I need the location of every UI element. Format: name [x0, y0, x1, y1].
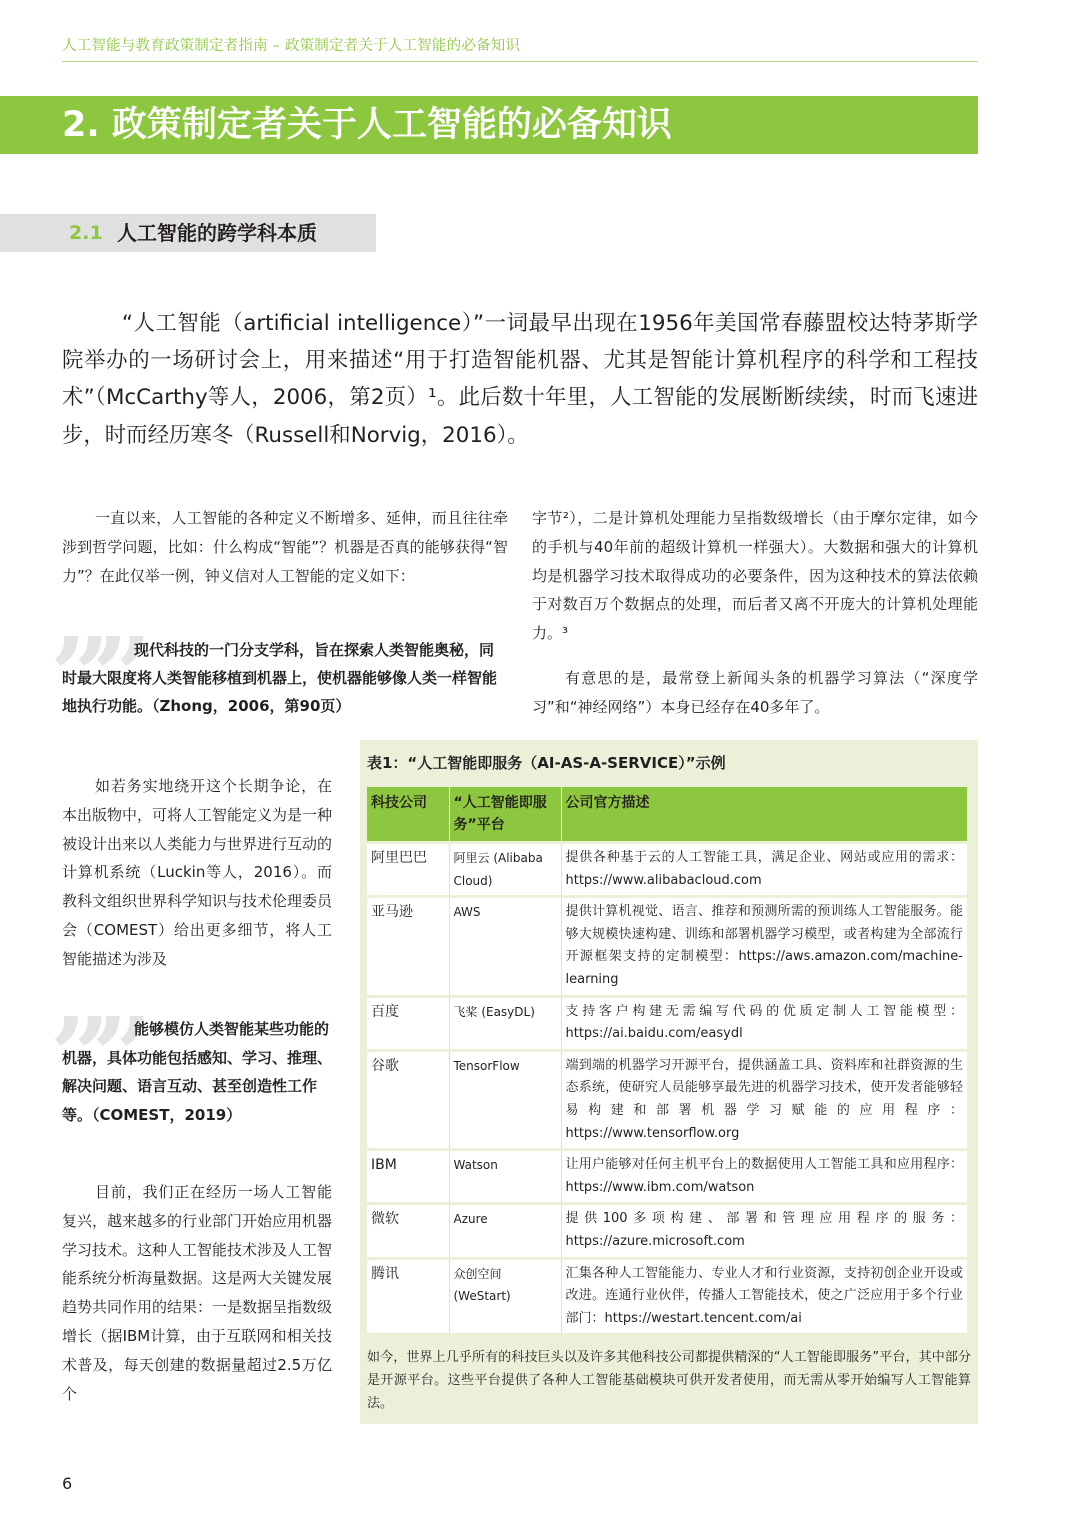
- intro-paragraph: “人工智能（artificial intelligence）”一词最早出现在1956年美国常春藤盟校达特茅斯学院举办的一场研讨会上，用来描述“用于打造智能机器、尤其是智能计算机程序的科学和工程技术”（McCarthy等人，2006，第2页）¹。此后数十年里，人工智能的发展断断续续，时而飞速进步，时而经历寒冬（Russell和Norvig，2016）。: [62, 311, 978, 448]
- left-column-paragraph-1: [62, 504, 508, 590]
- table-row: [367, 1204, 967, 1258]
- column-header-description: 公司官方描述: [561, 787, 967, 843]
- quote-mark-icon: ””: [50, 614, 134, 737]
- company-cell: IBM: [367, 1150, 449, 1204]
- description-cell: 提供计算机视觉、语言、推荐和预测所需的预训练人工智能服务。能够大规模快速构建、训练和部署机器学习模型，或者构建为全部流行开源框架支持的定制模型：https://aws.amazon.com/machine-learning: [561, 897, 967, 996]
- paragraph-text: 一直以来，人工智能的各种定义不断增多、延伸，而且往往牵涉到哲学问题，比如：什么构成“智能”？机器是否真的能够获得“智力”？在此仅举一例，钟义信对人工智能的定义如下：: [62, 509, 508, 585]
- description-cell: 提供各种基于云的人工智能工具，满足企业、网站或应用的需求：https://www.alibabacloud.com: [561, 843, 967, 897]
- page-number: 6: [62, 1474, 73, 1493]
- platform-cell: Watson: [449, 1150, 561, 1204]
- platform-cell: 阿里云 (Alibaba Cloud): [449, 843, 561, 897]
- description-cell: 让用户能够对任何主机平台上的数据使用人工智能工具和应用程序：https://www.ibm.com/watson: [561, 1150, 967, 1204]
- pull-quote-zhong: 现代科技的一门分支学科，旨在探索人类智能奥秘，同时最大限度将人类智能移植到机器上，使机器能够像人类一样智能地执行功能。（Zhong，2006，第90页）: [62, 641, 498, 716]
- right-column-paragraph-2: [532, 664, 978, 722]
- table-row: [367, 1258, 967, 1333]
- running-header: 人工智能与教育政策制定者指南 – 政策制定者关于人工智能的必备知识: [62, 38, 521, 54]
- description-cell: 提供100多项构建、部署和管理应用程序的服务：https://azure.microsoft.com: [561, 1204, 967, 1258]
- company-cell: 阿里巴巴: [367, 843, 449, 897]
- platform-cell: 众创空间 (WeStart): [449, 1258, 561, 1333]
- column-header-platform: “人工智能即服务”平台: [449, 787, 561, 843]
- table-row: [367, 1150, 967, 1204]
- company-cell: 腾讯: [367, 1258, 449, 1333]
- pull-quote-comest: 能够模仿人类智能某些功能的机器，具体功能包括感知、学习、推理、解决问题、语言互动、甚至创造性工作等。（COMEST，2019）: [62, 1020, 333, 1124]
- table-row: [367, 1050, 967, 1149]
- quote-mark-icon: ””: [50, 994, 134, 1117]
- right-column-paragraph-1: [532, 504, 978, 648]
- ai-as-a-service-table: [367, 787, 967, 1333]
- section-number: 2.1: [69, 222, 103, 244]
- description-cell: 支持客户构建无需编写代码的优质定制人工智能模型：https://ai.baidu.com/easydl: [561, 996, 967, 1050]
- section-title: 人工智能的跨学科本质: [117, 221, 317, 245]
- platform-cell: TensorFlow: [449, 1050, 561, 1149]
- table-row: [367, 996, 967, 1050]
- table-title: 表1：“人工智能即服务（AI-AS-A-SERVICE）”示例: [367, 754, 726, 772]
- platform-cell: 飞桨 (EasyDL): [449, 996, 561, 1050]
- chapter-title: 2. 政策制定者关于人工智能的必备知识: [62, 105, 672, 145]
- company-cell: 谷歌: [367, 1050, 449, 1149]
- company-cell: 微软: [367, 1204, 449, 1258]
- paragraph-text: 有意思的是，最常登上新闻头条的机器学习算法（“深度学习”和“神经网络”）本身已经存在40多年了。: [532, 669, 978, 716]
- table-row: [367, 843, 967, 897]
- description-cell: 汇集各种人工智能能力、专业人才和行业资源，支持初创企业开设或改进。连通行业伙伴，传播人工智能技术，使之广泛应用于多个行业部门：https://westart.tencent.com/ai: [561, 1258, 967, 1333]
- platform-cell: Azure: [449, 1204, 561, 1258]
- table-row: [367, 897, 967, 996]
- company-cell: 百度: [367, 996, 449, 1050]
- intro-paragraph-block: [62, 305, 978, 454]
- paragraph-text: 目前，我们正在经历一场人工智能复兴，越来越多的行业部门开始应用机器学习技术。这种人工智能技术涉及人工智能系统分析海量数据。这是两大关键发展趋势共同作用的结果：一是数据呈指数级增长（据IBM计算，由于互联网和相关技术普及，每天创建的数据量超过2.5万亿个: [62, 1183, 333, 1403]
- paragraph-text: 如若务实地绕开这个长期争论，在本出版物中，可将人工智能定义为是一种被设计出来以人类能力与世界进行互动的计算机系统（Luckin等人，2016）。而教科文组织世界科学知识与技术伦理委员会（COMEST）给出更多细节，将人工智能描述为涉及: [62, 777, 333, 968]
- paragraph-text: 字节²），二是计算机处理能力呈指数级增长（由于摩尔定律，如今的手机与40年前的超级计算机一样强大）。大数据和强大的计算机均是机器学习技术取得成功的必要条件，因为这种技术的算法依赖于对数百万个数据点的处理，而后者又离不开庞大的计算机处理能力。³: [532, 509, 978, 643]
- description-cell: 端到端的机器学习开源平台，提供涵盖工具、资料库和社群资源的生态系统，使研究人员能够享最先进的机器学习技术，使开发者能够轻易构建和部署机器学习赋能的应用程序：https://www.tensorflow.org: [561, 1050, 967, 1149]
- column-header-company: 科技公司: [367, 787, 449, 843]
- table-footnote: 如今，世界上几乎所有的科技巨头以及许多其他科技公司都提供精深的“人工智能即服务”平台，其中部分是开源平台。这些平台提供了各种人工智能基础模块可供开发者使用，而无需从零开始编写人工智能算法。: [367, 1350, 971, 1411]
- left-column-paragraph-3: [62, 1178, 332, 1408]
- header-divider: [62, 61, 978, 62]
- company-cell: 亚马逊: [367, 897, 449, 996]
- platform-cell: AWS: [449, 897, 561, 996]
- table-header-row: [367, 787, 967, 843]
- left-column-paragraph-2: [62, 772, 332, 974]
